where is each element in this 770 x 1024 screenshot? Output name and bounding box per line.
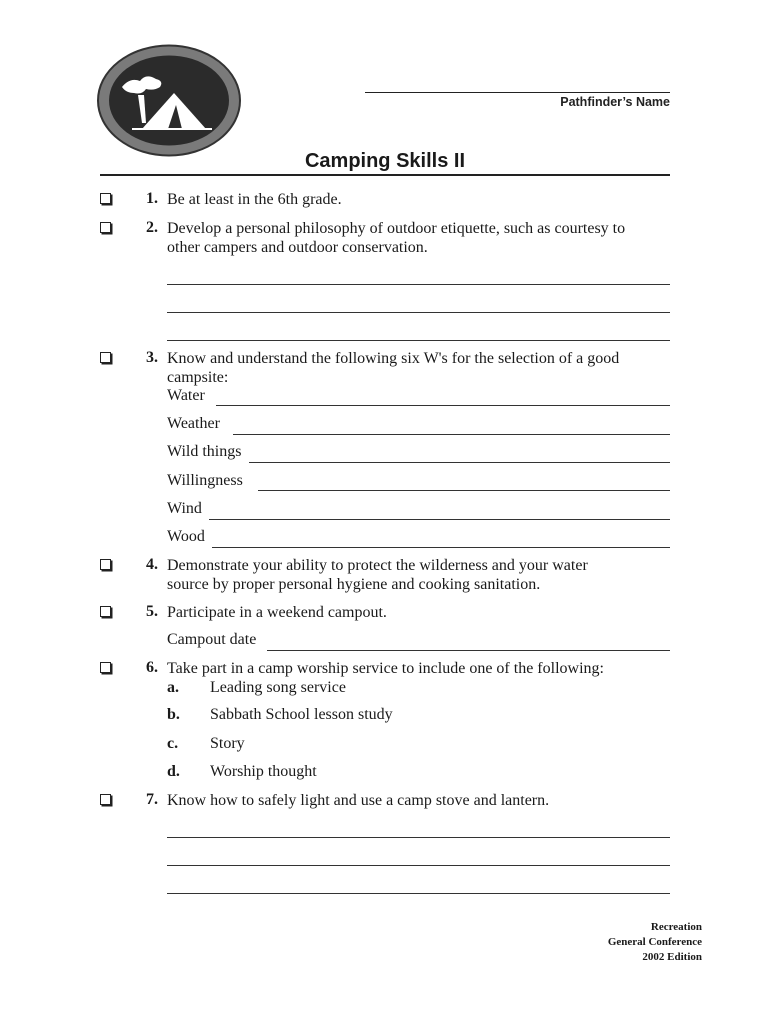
checkbox-req-4[interactable]: [100, 559, 111, 570]
option-text-c: Story: [210, 735, 245, 752]
checkbox-req-7[interactable]: [100, 794, 111, 805]
answer-line[interactable]: [167, 837, 670, 838]
answer-line[interactable]: [167, 893, 670, 894]
field-label-wood: Wood: [167, 528, 205, 545]
checkbox-req-3[interactable]: [100, 352, 111, 363]
option-letter-a: a.: [167, 679, 179, 696]
option-letter-d: d.: [167, 763, 180, 780]
req-7-number: 7.: [146, 791, 158, 808]
field-label-wind: Wind: [167, 500, 202, 517]
field-label-weather: Weather: [167, 415, 220, 432]
req-2-text-line-2: other campers and outdoor conservation.: [167, 239, 428, 256]
wild-things-answer-line[interactable]: [249, 462, 670, 463]
req-5-number: 5.: [146, 603, 158, 620]
page-title: Camping Skills II: [304, 150, 466, 172]
campout-date-field[interactable]: [267, 650, 670, 651]
req-1-number: 1.: [146, 190, 158, 207]
option-text-a: Leading song service: [210, 679, 346, 696]
answer-line[interactable]: [167, 340, 670, 341]
answer-line[interactable]: [167, 284, 670, 285]
option-text-d: Worship thought: [210, 763, 317, 780]
option-letter-c: c.: [167, 735, 179, 752]
checkbox-req-5[interactable]: [100, 606, 111, 617]
req-7-text: Know how to safely light and use a camp stove and lantern.: [167, 792, 550, 809]
req-3-text-line-1: Know and understand the following six W's for the selection of a good: [167, 350, 620, 367]
weather-answer-line[interactable]: [233, 434, 670, 435]
footer-line-1: Recreation: [650, 921, 702, 933]
req-4-text-line-1: Demonstrate your ability to protect the wilderness and your water: [167, 557, 588, 574]
req-5-text: Participate in a weekend campout.: [167, 604, 387, 621]
option-text-b: Sabbath School lesson study: [210, 706, 393, 723]
req-1-text: Be at least in the 6th grade.: [167, 191, 342, 208]
campout-date-label: Campout date: [167, 631, 257, 648]
answer-line[interactable]: [167, 865, 670, 866]
req-6-text: Take part in a camp worship service to include one of the following:: [167, 660, 604, 677]
field-label-wild-things: Wild things: [167, 443, 242, 460]
req-4-number: 4.: [146, 556, 158, 573]
willingness-answer-line[interactable]: [258, 490, 670, 491]
req-3-number: 3.: [146, 349, 158, 366]
checkbox-req-1[interactable]: [100, 193, 111, 204]
wood-answer-line[interactable]: [212, 547, 670, 548]
pathfinder-name-field[interactable]: [365, 92, 670, 93]
wind-answer-line[interactable]: [209, 519, 670, 520]
footer-line-2: General Conference: [607, 936, 702, 948]
field-label-water: Water: [167, 387, 205, 404]
option-letter-b: b.: [167, 706, 180, 723]
water-answer-line[interactable]: [216, 405, 670, 406]
title-rule: [100, 174, 670, 176]
req-2-number: 2.: [146, 219, 158, 236]
pathfinder-name-label: Pathfinder’s Name: [560, 95, 670, 109]
req-4-text-line-2: source by proper personal hygiene and cooking sanitation.: [167, 576, 541, 593]
req-3-text-line-2: campsite:: [167, 369, 229, 386]
footer: [608, 920, 702, 965]
req-2-text-line-1: Develop a personal philosophy of outdoor etiquette, such as courtesy to: [167, 220, 626, 237]
field-label-willingness: Willingness: [167, 472, 243, 489]
checkbox-req-2[interactable]: [100, 222, 111, 233]
checkbox-req-6[interactable]: [100, 662, 111, 673]
answer-line[interactable]: [167, 312, 670, 313]
req-6-number: 6.: [146, 659, 158, 676]
footer-line-3: 2002 Edition: [642, 951, 702, 963]
camping-badge-tent-icon: [96, 43, 242, 158]
